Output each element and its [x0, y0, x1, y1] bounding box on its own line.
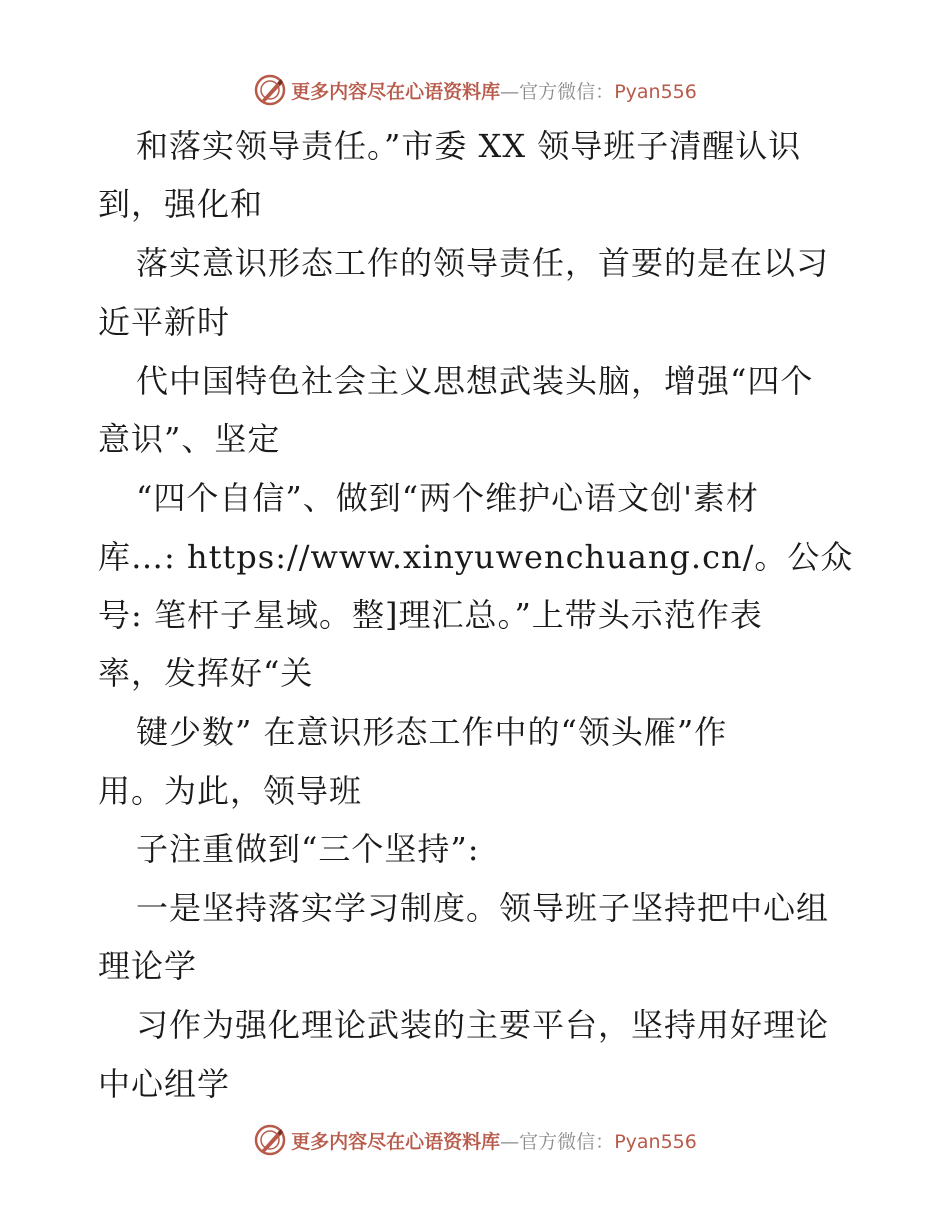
text-line: 率，发挥好“关: [98, 654, 314, 692]
banner-main-text: 更多内容尽在心语资料库: [291, 80, 501, 103]
text-line: 库…: https://www.xinyuwenchuang.cn/。公众: [98, 538, 854, 576]
text-line: 到，强化和: [98, 185, 264, 223]
text-line: 号: 笔杆子星域。整]理汇总。”上带头示范作表: [98, 596, 763, 634]
text-line: 意识”、坚定: [98, 420, 281, 458]
text-line: 一是坚持落实学习制度。领导班子坚持把中心组: [136, 889, 830, 927]
text-line: “四个自信”、做到“两个维护心语文创'素材: [136, 479, 759, 517]
text-line: 中心组学: [98, 1065, 231, 1103]
banner-wechat-label: 官方微信：: [519, 80, 615, 103]
text-line: 落实意识形态工作的领导责任，首要的是在以习: [136, 244, 830, 282]
banner-wechat-label: 官方微信：: [519, 1130, 615, 1153]
banner-text: [291, 1127, 697, 1154]
text-line: 理论学: [98, 947, 198, 985]
banner-main-text: 更多内容尽在心语资料库: [291, 1130, 501, 1153]
banner-wechat-id: Pyan556: [614, 80, 697, 103]
banner-text: [291, 77, 697, 104]
banner-wechat-id: Pyan556: [614, 1130, 697, 1153]
banner-separator: —: [500, 1130, 520, 1153]
text-line: 习作为强化理论武装的主要平台，坚持用好理论: [136, 1006, 830, 1044]
header-watermark-banner: [0, 70, 950, 110]
banner-separator: —: [500, 80, 520, 103]
footer-watermark-banner: [0, 1120, 950, 1160]
text-line: 近平新时: [98, 303, 231, 341]
text-line: 代中国特色社会主义思想武装头脑，增强“四个: [136, 362, 814, 400]
text-line: 子注重做到“三个坚持”:: [136, 830, 480, 868]
text-line: 键少数” 在意识形态工作中的“领头雁”作: [136, 713, 728, 751]
text-line: 和落实领导责任。”市委 XX 领导班子清醒认识: [136, 127, 802, 165]
pen-logo-icon: [253, 73, 287, 107]
pen-logo-icon: [253, 1123, 287, 1157]
text-line: 用。为此，领导班: [98, 772, 363, 810]
